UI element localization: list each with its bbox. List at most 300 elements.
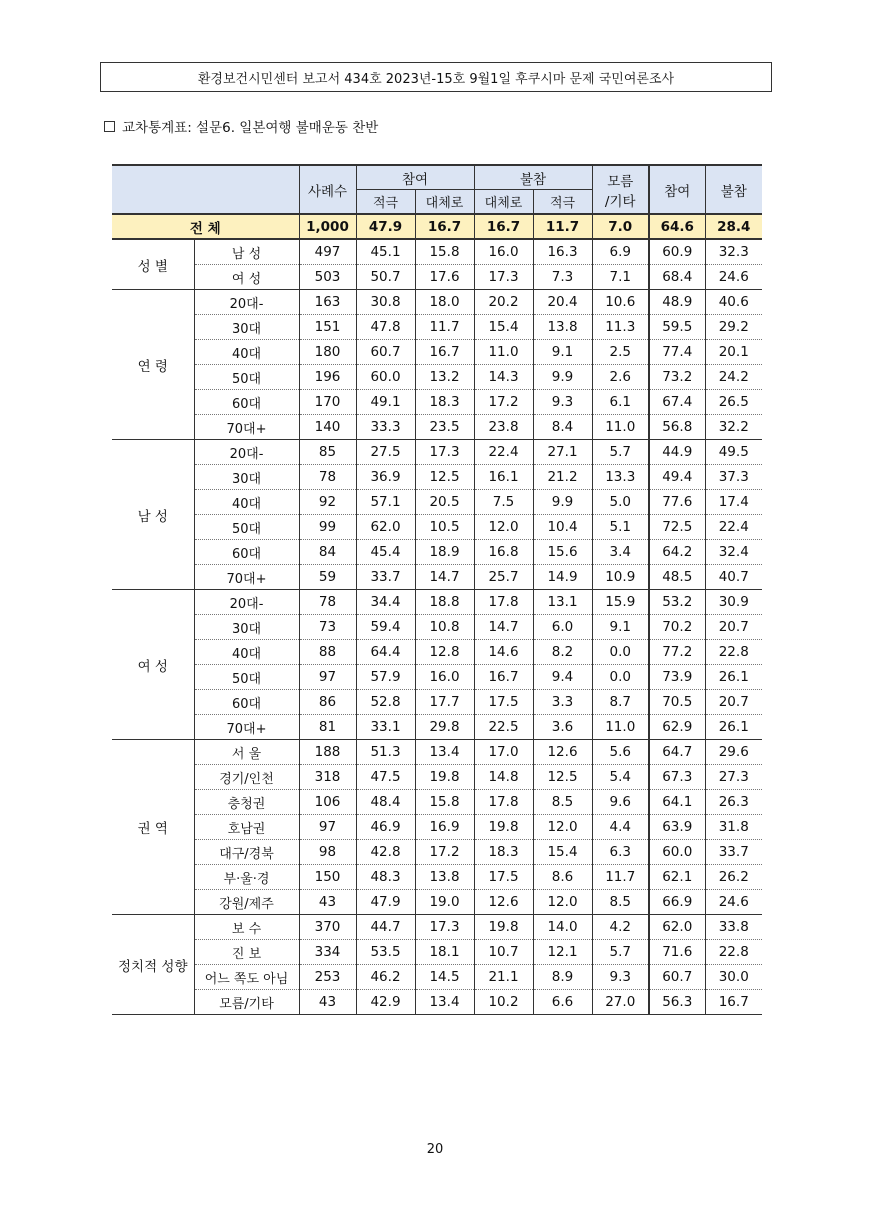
table-cell: 8.2: [533, 640, 592, 665]
table-cell: 9.1: [533, 340, 592, 365]
table-cell: 77.2: [649, 640, 705, 665]
row-label: 호남권: [194, 815, 299, 840]
table-cell: 14.5: [415, 965, 474, 990]
table-cell: 48.9: [649, 290, 705, 315]
table-cell: 196: [299, 365, 356, 390]
table-cell: 15.8: [415, 790, 474, 815]
table-cell: 9.3: [533, 390, 592, 415]
table-cell: 24.6: [705, 265, 762, 290]
table-cell: 14.7: [415, 565, 474, 590]
header-nonparticipate: 불참: [474, 165, 592, 190]
row-label: 진 보: [194, 940, 299, 965]
table-cell: 60.7: [649, 965, 705, 990]
group-label: 성 별: [112, 239, 194, 290]
table-cell: 33.7: [705, 840, 762, 865]
table-cell: 14.0: [533, 915, 592, 940]
total-cell: 16.7: [415, 214, 474, 239]
table-cell: 46.2: [356, 965, 415, 990]
table-cell: 15.4: [474, 315, 533, 340]
row-label: 60대: [194, 540, 299, 565]
table-cell: 70.2: [649, 615, 705, 640]
header-participate: 참여: [356, 165, 474, 190]
table-cell: 18.0: [415, 290, 474, 315]
header-dont-know-line1: 모름: [607, 173, 634, 190]
table-cell: 10.8: [415, 615, 474, 640]
header-cases: 사례수: [299, 165, 356, 214]
table-row: [112, 390, 762, 415]
row-label: 50대: [194, 515, 299, 540]
header-participate-strong: 적극: [356, 190, 415, 215]
table-cell: 21.1: [474, 965, 533, 990]
table-cell: 26.1: [705, 665, 762, 690]
table-row: [112, 365, 762, 390]
table-cell: 497: [299, 239, 356, 265]
table-cell: 17.5: [474, 690, 533, 715]
table-cell: 27.5: [356, 440, 415, 465]
table-cell: 78: [299, 590, 356, 615]
table-cell: 21.2: [533, 465, 592, 490]
row-label: 40대: [194, 340, 299, 365]
table-cell: 6.6: [533, 990, 592, 1015]
table-cell: 48.4: [356, 790, 415, 815]
table-cell: 49.5: [705, 440, 762, 465]
table-cell: 12.5: [533, 765, 592, 790]
table-cell: 6.3: [592, 840, 649, 865]
table-cell: 57.9: [356, 665, 415, 690]
group-label: 연 령: [112, 290, 194, 440]
table-row: [112, 665, 762, 690]
table-cell: 48.3: [356, 865, 415, 890]
table-cell: 30.8: [356, 290, 415, 315]
table-cell: 19.8: [415, 765, 474, 790]
table-group: [112, 740, 762, 915]
row-label: 어느 쪽도 아님: [194, 965, 299, 990]
table-cell: 4.2: [592, 915, 649, 940]
table-cell: 36.9: [356, 465, 415, 490]
table-cell: 70.5: [649, 690, 705, 715]
table-cell: 67.3: [649, 765, 705, 790]
total-cell: 16.7: [474, 214, 533, 239]
table-cell: 20.4: [533, 290, 592, 315]
table-cell: 180: [299, 340, 356, 365]
table-cell: 33.1: [356, 715, 415, 740]
table-row: [112, 515, 762, 540]
table-row: [112, 915, 762, 940]
header-nonpart-mostly: 대체로: [474, 190, 533, 215]
table-cell: 47.5: [356, 765, 415, 790]
table-cell: 5.4: [592, 765, 649, 790]
table-cell: 14.6: [474, 640, 533, 665]
row-label: 70대+: [194, 565, 299, 590]
table-cell: 23.8: [474, 415, 533, 440]
table-cell: 11.0: [592, 415, 649, 440]
table-cell: 40.7: [705, 565, 762, 590]
row-label: 60대: [194, 390, 299, 415]
row-label: 부·울·경: [194, 865, 299, 890]
table-cell: 20.1: [705, 340, 762, 365]
row-label: 30대: [194, 315, 299, 340]
row-label: 70대+: [194, 715, 299, 740]
table-cell: 62.0: [649, 915, 705, 940]
table-row: [112, 440, 762, 465]
table-cell: 29.2: [705, 315, 762, 340]
report-header: [100, 62, 772, 92]
total-cell: 7.0: [592, 214, 649, 239]
table-cell: 2.5: [592, 340, 649, 365]
total-cell: 47.9: [356, 214, 415, 239]
table-cell: 17.2: [415, 840, 474, 865]
table-cell: 64.4: [356, 640, 415, 665]
row-label: 보 수: [194, 915, 299, 940]
table-cell: 16.0: [415, 665, 474, 690]
table-cell: 188: [299, 740, 356, 765]
table-group: [112, 239, 762, 290]
total-cell: 11.7: [533, 214, 592, 239]
table-cell: 10.9: [592, 565, 649, 590]
table-cell: 9.6: [592, 790, 649, 815]
table-cell: 24.2: [705, 365, 762, 390]
table-cell: 11.3: [592, 315, 649, 340]
table-row: [112, 890, 762, 915]
table-cell: 62.0: [356, 515, 415, 540]
table-row: [112, 490, 762, 515]
table-group: [112, 915, 762, 1015]
table-cell: 7.3: [533, 265, 592, 290]
table-cell: 18.3: [415, 390, 474, 415]
table-cell: 64.2: [649, 540, 705, 565]
table-cell: 44.9: [649, 440, 705, 465]
table-cell: 99: [299, 515, 356, 540]
table-row: [112, 290, 762, 315]
group-label: 남 성: [112, 440, 194, 590]
table-cell: 15.8: [415, 239, 474, 265]
table-cell: 15.4: [533, 840, 592, 865]
table-cell: 0.0: [592, 665, 649, 690]
table-cell: 20.7: [705, 615, 762, 640]
table-row: [112, 415, 762, 440]
table-cell: 16.8: [474, 540, 533, 565]
table-cell: 33.7: [356, 565, 415, 590]
table-cell: 53.2: [649, 590, 705, 615]
table-cell: 151: [299, 315, 356, 340]
table-cell: 60.7: [356, 340, 415, 365]
table-cell: 62.9: [649, 715, 705, 740]
row-label: 강원/제주: [194, 890, 299, 915]
table-cell: 31.8: [705, 815, 762, 840]
table-cell: 15.9: [592, 590, 649, 615]
table-cell: 60.0: [649, 840, 705, 865]
table-cell: 42.9: [356, 990, 415, 1015]
table-cell: 334: [299, 940, 356, 965]
table-row: [112, 940, 762, 965]
table-cell: 66.9: [649, 890, 705, 915]
table-cell: 40.6: [705, 290, 762, 315]
table-row: [112, 840, 762, 865]
table-cell: 17.8: [474, 790, 533, 815]
table-row: [112, 815, 762, 840]
table-cell: 26.3: [705, 790, 762, 815]
table-cell: 253: [299, 965, 356, 990]
table-cell: 5.0: [592, 490, 649, 515]
table-cell: 22.8: [705, 940, 762, 965]
table-cell: 53.5: [356, 940, 415, 965]
table-row: [112, 565, 762, 590]
table-cell: 503: [299, 265, 356, 290]
table-cell: 29.6: [705, 740, 762, 765]
table-cell: 3.4: [592, 540, 649, 565]
table-cell: 26.5: [705, 390, 762, 415]
table-cell: 43: [299, 890, 356, 915]
table-cell: 73.2: [649, 365, 705, 390]
table-cell: 72.5: [649, 515, 705, 540]
table-cell: 45.4: [356, 540, 415, 565]
table-cell: 10.6: [592, 290, 649, 315]
table-cell: 17.3: [415, 915, 474, 940]
table-cell: 85: [299, 440, 356, 465]
table-cell: 78: [299, 465, 356, 490]
table-cell: 14.7: [474, 615, 533, 640]
table-cell: 62.1: [649, 865, 705, 890]
row-label: 50대: [194, 365, 299, 390]
row-label: 20대-: [194, 290, 299, 315]
table-cell: 26.1: [705, 715, 762, 740]
header-sum-participate: 참여: [649, 165, 705, 214]
report-header-text: 환경보건시민센터 보고서 434호 2023년-15호 9월1일 후쿠시마 문제 국민여론조사: [197, 71, 675, 87]
table-row: [112, 465, 762, 490]
table-cell: 68.4: [649, 265, 705, 290]
table-cell: 10.2: [474, 990, 533, 1015]
row-label: 40대: [194, 490, 299, 515]
table-cell: 5.6: [592, 740, 649, 765]
section-title-text: 교차통계표: 설문6. 일본여행 불매운동 찬반: [122, 120, 379, 136]
table-cell: 27.1: [533, 440, 592, 465]
table-cell: 73.9: [649, 665, 705, 690]
row-label: 모름/기타: [194, 990, 299, 1015]
table-cell: 12.5: [415, 465, 474, 490]
table-cell: 9.3: [592, 965, 649, 990]
table-cell: 22.4: [474, 440, 533, 465]
table-cell: 17.3: [474, 265, 533, 290]
table-cell: 34.4: [356, 590, 415, 615]
table-cell: 14.8: [474, 765, 533, 790]
table-cell: 32.3: [705, 239, 762, 265]
table-cell: 370: [299, 915, 356, 940]
table-cell: 14.9: [533, 565, 592, 590]
table-cell: 98: [299, 840, 356, 865]
table-cell: 18.9: [415, 540, 474, 565]
table-cell: 47.9: [356, 890, 415, 915]
table-cell: 48.5: [649, 565, 705, 590]
table-cell: 13.4: [415, 740, 474, 765]
table-row: [112, 239, 762, 265]
table-cell: 11.0: [592, 715, 649, 740]
total-cell: 1,000: [299, 214, 356, 239]
row-label: 30대: [194, 615, 299, 640]
table-cell: 16.1: [474, 465, 533, 490]
table-row: [112, 790, 762, 815]
table-cell: 64.7: [649, 740, 705, 765]
table-cell: 12.1: [533, 940, 592, 965]
table-cell: 11.7: [415, 315, 474, 340]
table-cell: 57.1: [356, 490, 415, 515]
table-row: [112, 265, 762, 290]
table-cell: 51.3: [356, 740, 415, 765]
table-cell: 13.8: [533, 315, 592, 340]
table-row: [112, 590, 762, 615]
table-cell: 5.1: [592, 515, 649, 540]
table-cell: 56.8: [649, 415, 705, 440]
table-cell: 71.6: [649, 940, 705, 965]
row-label: 40대: [194, 640, 299, 665]
table-cell: 77.6: [649, 490, 705, 515]
table-cell: 9.4: [533, 665, 592, 690]
table-cell: 17.7: [415, 690, 474, 715]
table-cell: 67.4: [649, 390, 705, 415]
group-label: 여 성: [112, 590, 194, 740]
table-cell: 12.0: [533, 890, 592, 915]
table-cell: 16.7: [474, 665, 533, 690]
table-row: [112, 965, 762, 990]
table-cell: 42.8: [356, 840, 415, 865]
table-cell: 17.0: [474, 740, 533, 765]
row-label: 남 성: [194, 239, 299, 265]
table-cell: 10.4: [533, 515, 592, 540]
table-row: [112, 690, 762, 715]
row-label: 서 울: [194, 740, 299, 765]
table-cell: 12.6: [474, 890, 533, 915]
table-cell: 318: [299, 765, 356, 790]
table-cell: 59.5: [649, 315, 705, 340]
table-cell: 23.5: [415, 415, 474, 440]
table-row: [112, 615, 762, 640]
page-number: 20: [426, 1142, 444, 1157]
table-cell: 7.5: [474, 490, 533, 515]
table-row: [112, 315, 762, 340]
total-label: 전 체: [112, 214, 299, 239]
table-row: [112, 340, 762, 365]
table-cell: 7.1: [592, 265, 649, 290]
table-cell: 44.7: [356, 915, 415, 940]
table-cell: 81: [299, 715, 356, 740]
row-label: 30대: [194, 465, 299, 490]
table-cell: 9.9: [533, 365, 592, 390]
table-cell: 150: [299, 865, 356, 890]
table-row: [112, 865, 762, 890]
table-cell: 12.0: [533, 815, 592, 840]
table-cell: 37.3: [705, 465, 762, 490]
table-cell: 16.3: [533, 239, 592, 265]
header-sum-nonparticipate: 불참: [705, 165, 762, 214]
table-cell: 11.7: [592, 865, 649, 890]
table-cell: 3.6: [533, 715, 592, 740]
table-cell: 17.2: [474, 390, 533, 415]
table-cell: 22.4: [705, 515, 762, 540]
table-cell: 32.4: [705, 540, 762, 565]
table-cell: 0.0: [592, 640, 649, 665]
table-cell: 9.1: [592, 615, 649, 640]
table-cell: 11.0: [474, 340, 533, 365]
table-cell: 22.5: [474, 715, 533, 740]
table-cell: 47.8: [356, 315, 415, 340]
table-cell: 50.7: [356, 265, 415, 290]
table-cell: 6.1: [592, 390, 649, 415]
table-cell: 12.8: [415, 640, 474, 665]
table-cell: 12.0: [474, 515, 533, 540]
table-cell: 8.6: [533, 865, 592, 890]
table-group: [112, 590, 762, 740]
table-cell: 19.8: [474, 815, 533, 840]
row-label: 20대-: [194, 590, 299, 615]
table-cell: 64.1: [649, 790, 705, 815]
table-cell: 18.8: [415, 590, 474, 615]
table-cell: 18.1: [415, 940, 474, 965]
row-label: 70대+: [194, 415, 299, 440]
table-cell: 88: [299, 640, 356, 665]
header-dont-know-line2: /기타: [604, 193, 636, 210]
group-label: 권 역: [112, 740, 194, 915]
total-row: [112, 214, 762, 239]
crosstab-table: [112, 164, 762, 1015]
table-cell: 16.7: [705, 990, 762, 1015]
table-cell: 15.6: [533, 540, 592, 565]
table-cell: 17.4: [705, 490, 762, 515]
table-cell: 17.6: [415, 265, 474, 290]
table-cell: 8.5: [533, 790, 592, 815]
table-cell: 3.3: [533, 690, 592, 715]
section-title: [104, 116, 378, 136]
table-cell: 46.9: [356, 815, 415, 840]
table-cell: 2.6: [592, 365, 649, 390]
table-cell: 24.6: [705, 890, 762, 915]
table-cell: 73: [299, 615, 356, 640]
header-nonpart-strong: 적극: [533, 190, 592, 215]
table-cell: 97: [299, 815, 356, 840]
header-participate-mostly: 대체로: [415, 190, 474, 215]
row-label: 20대-: [194, 440, 299, 465]
group-label: 정치적 성향: [112, 915, 194, 1015]
table-cell: 5.7: [592, 940, 649, 965]
table-cell: 63.9: [649, 815, 705, 840]
row-label: 대구/경북: [194, 840, 299, 865]
table-header: [112, 165, 762, 214]
table-cell: 60.0: [356, 365, 415, 390]
table-cell: 5.7: [592, 440, 649, 465]
table-cell: 19.0: [415, 890, 474, 915]
total-cell: 28.4: [705, 214, 762, 239]
table-cell: 163: [299, 290, 356, 315]
table-cell: 92: [299, 490, 356, 515]
table-cell: 12.6: [533, 740, 592, 765]
table-cell: 22.8: [705, 640, 762, 665]
table-cell: 27.3: [705, 765, 762, 790]
table-cell: 106: [299, 790, 356, 815]
row-label: 경기/인천: [194, 765, 299, 790]
table-cell: 10.7: [474, 940, 533, 965]
table-cell: 29.8: [415, 715, 474, 740]
total-section: [112, 214, 762, 239]
table-cell: 20.7: [705, 690, 762, 715]
table-cell: 30.0: [705, 965, 762, 990]
table-row: [112, 740, 762, 765]
table-cell: 14.3: [474, 365, 533, 390]
table-cell: 30.9: [705, 590, 762, 615]
table-cell: 32.2: [705, 415, 762, 440]
table-cell: 140: [299, 415, 356, 440]
table-cell: 59: [299, 565, 356, 590]
table-cell: 17.3: [415, 440, 474, 465]
header-corner: [112, 165, 299, 214]
table-cell: 33.3: [356, 415, 415, 440]
